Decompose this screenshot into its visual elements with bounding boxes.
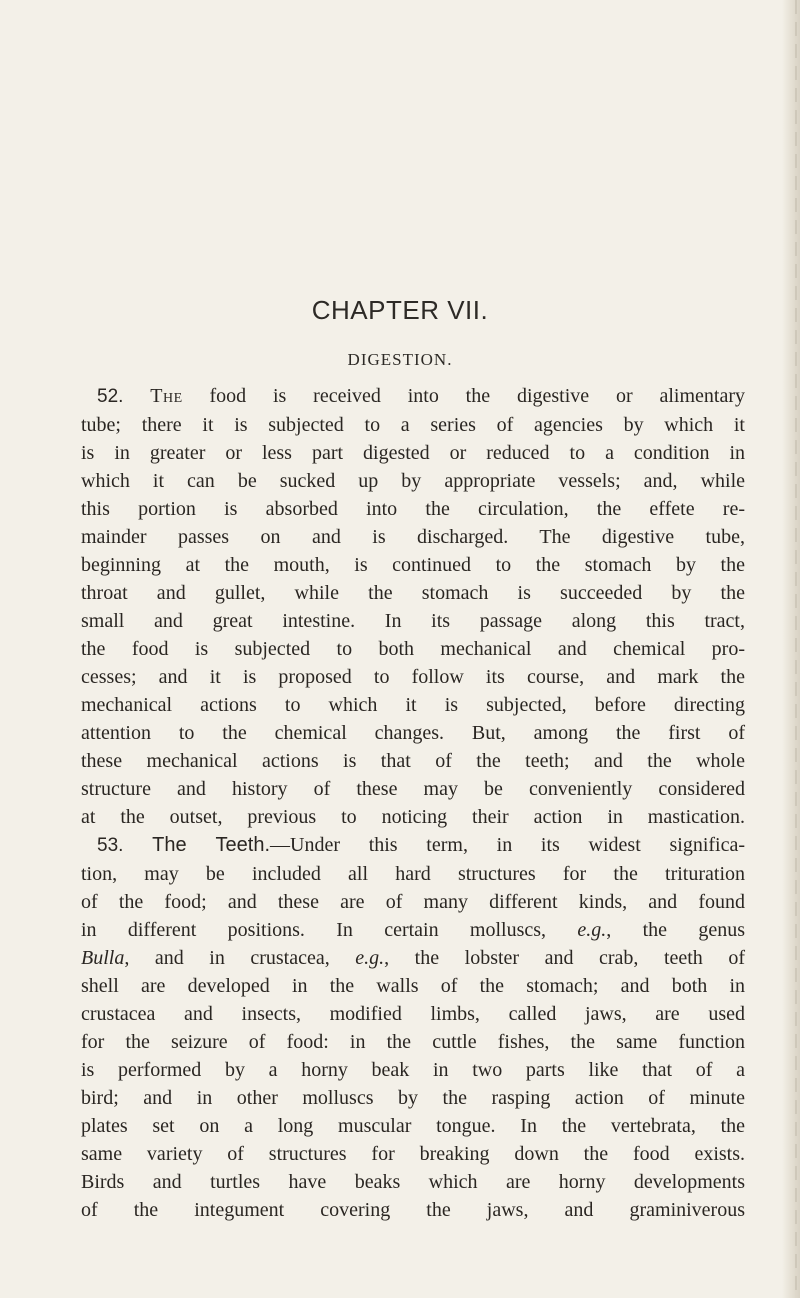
paragraph-53: [81, 831, 745, 1224]
text-line: Bulla, and in crustacea, e.g., the lobster and crab, teeth of: [81, 947, 745, 969]
text-line: throat and gullet, while the stomach is succeeded by the: [81, 582, 745, 604]
chapter-subtitle: DIGESTION.: [347, 350, 453, 369]
lead-word: The: [150, 385, 183, 407]
text-line: in different positions. In certain molluscs, e.g., the genus: [81, 919, 745, 941]
text-line: plates set on a long muscular tongue. In the vertebrata, the: [81, 1115, 745, 1137]
text-line: of the food; and these are of many different kinds, and found: [81, 891, 745, 913]
text-line: Birds and turtles have beaks which are horny developments: [81, 1171, 745, 1193]
text-line: small and great intestine. In its passage along this tract,: [81, 610, 745, 632]
text-line: same variety of structures for breaking down the food exists.: [81, 1143, 745, 1165]
text-line: is performed by a horny beak in two parts like that of a: [81, 1059, 745, 1081]
paragraph-52: [81, 382, 745, 831]
text-line: mechanical actions to which it is subjected, before directing: [81, 694, 745, 716]
italic-eg: e.g.: [355, 947, 385, 969]
text-line: crustacea and insects, modified limbs, called jaws, are used: [81, 1003, 745, 1025]
text-line: for the seizure of food: in the cuttle fishes, the same function: [81, 1031, 745, 1053]
text-line: 52. The food is received into the digestive or alimentary: [97, 385, 746, 407]
text-line: which it can be sucked up by appropriate vessels; and, while: [81, 470, 745, 492]
text-line: is in greater or less part digested or reduced to a condition in: [81, 442, 745, 464]
paragraph-number: 52.: [97, 386, 124, 407]
text-line: 53. The Teeth.—Under this term, in its widest significa-: [97, 834, 746, 856]
text-line: of the integument covering the jaws, and graminiverous: [81, 1199, 745, 1221]
text-line: beginning at the mouth, is continued to the stomach by the: [81, 554, 745, 576]
chapter-title: CHAPTER VII.: [311, 295, 489, 325]
page-edge-shadow: [782, 0, 800, 1298]
text-line: tion, may be included all hard structures for the trituration: [81, 863, 745, 885]
text-line: attention to the chemical changes. But, among the first of: [81, 722, 745, 744]
text-line: structure and history of these may be conveniently considered: [81, 778, 745, 800]
genus-name: Bulla: [81, 947, 125, 969]
body-text: [81, 382, 745, 1224]
text-line: bird; and in other molluscs by the rasping action of minute: [81, 1087, 745, 1109]
text-line: at the outset, previous to noticing their action in mastication.: [81, 806, 745, 828]
text-line: shell are developed in the walls of the stomach; and both in: [81, 975, 745, 997]
paragraph-number: 53.: [97, 835, 124, 856]
section-heading: The Teeth.: [152, 834, 270, 856]
text-line: cesses; and it is proposed to follow its course, and mark the: [81, 666, 745, 688]
text-line: mainder passes on and is discharged. The digestive tube,: [81, 526, 745, 548]
italic-eg: e.g.: [577, 919, 607, 941]
text-line: tube; there it is subjected to a series of agencies by which it: [81, 414, 745, 436]
text-line: this portion is absorbed into the circulation, the effete re-: [81, 498, 745, 520]
text-line: the food is subjected to both mechanical and chemical pro-: [81, 638, 745, 660]
text-line: these mechanical actions is that of the teeth; and the whole: [81, 750, 745, 772]
